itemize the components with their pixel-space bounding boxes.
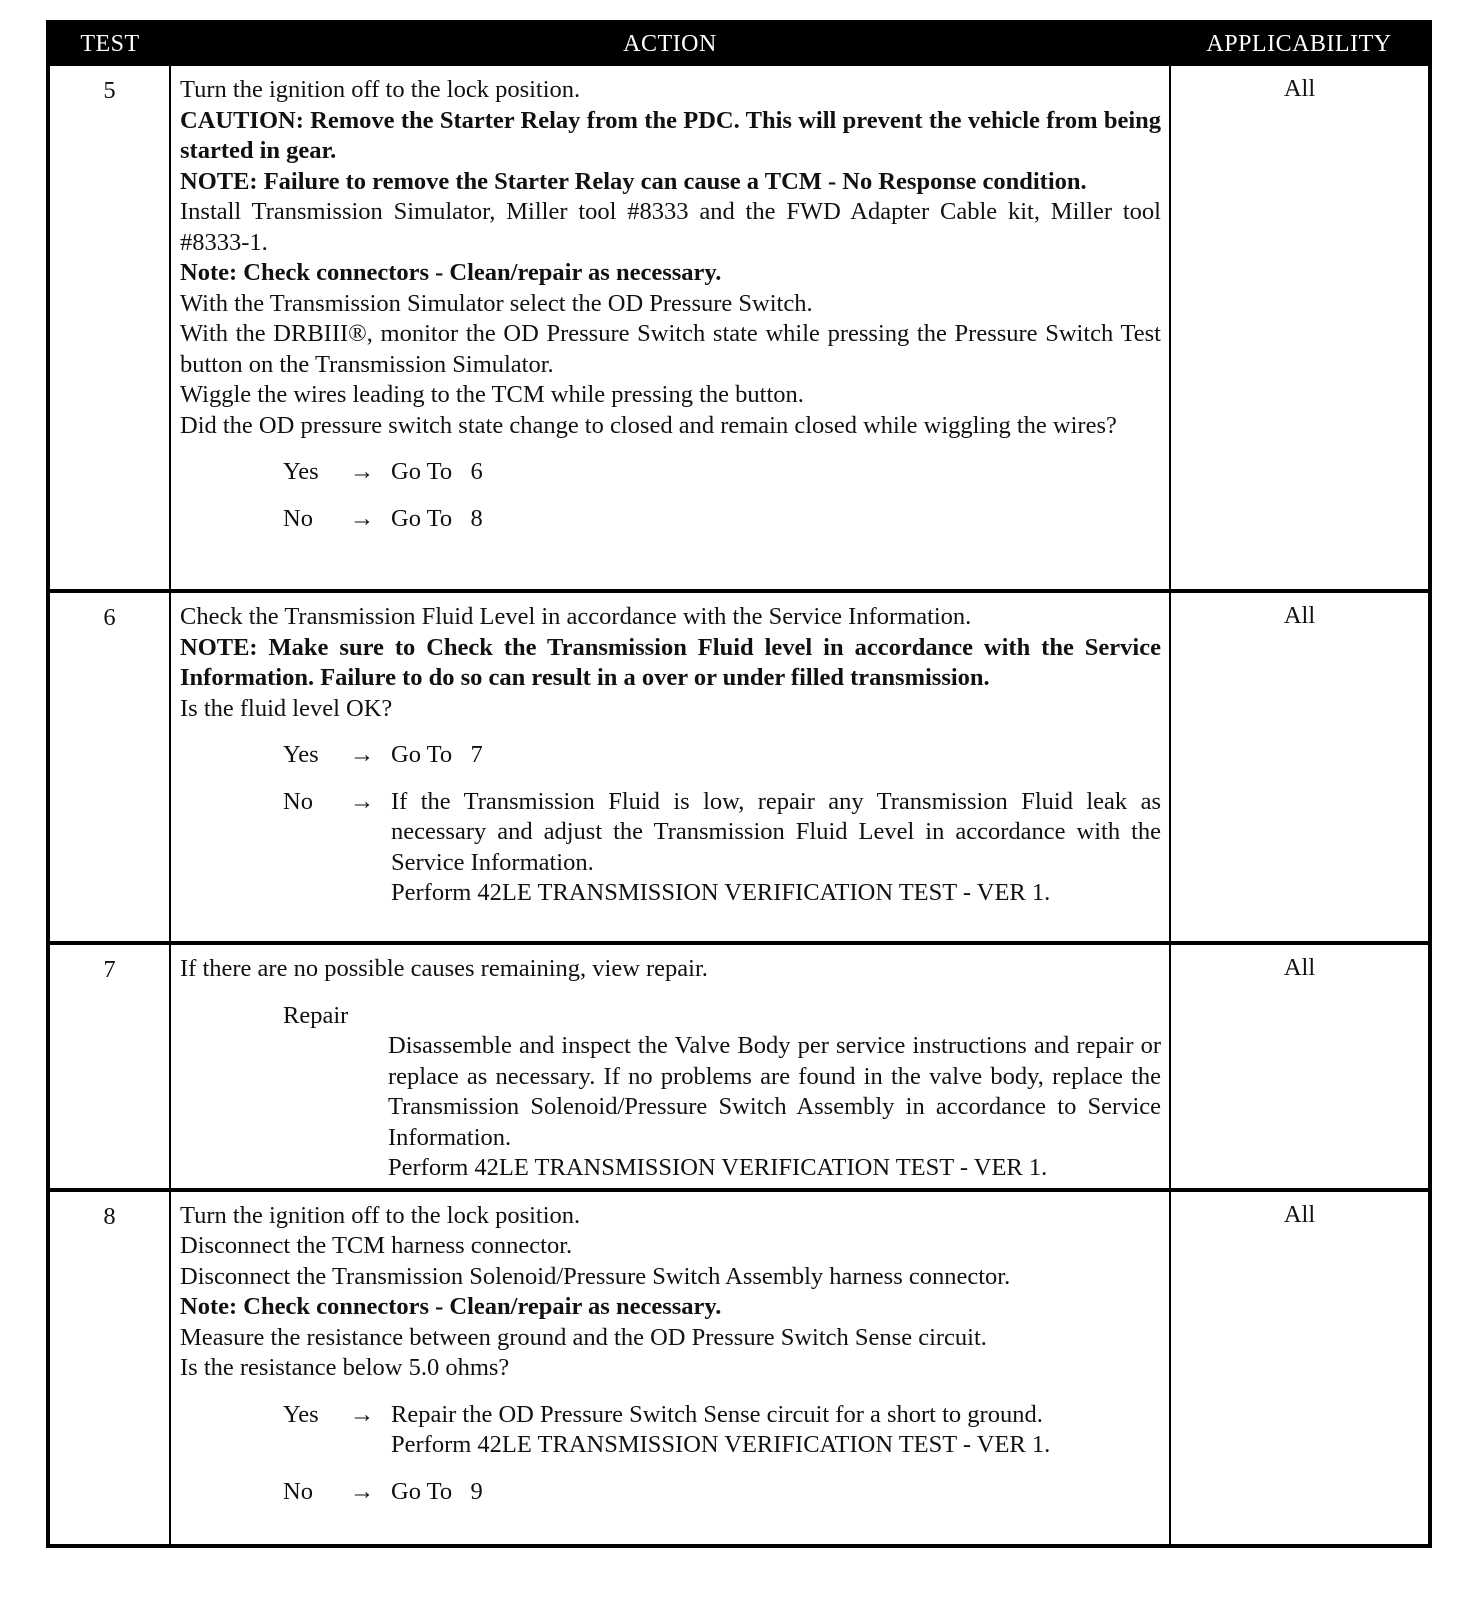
answer-result: Go To 7 — [391, 741, 483, 768]
answer-option-yes — [180, 1400, 1161, 1461]
applicability-value: All — [1170, 1190, 1430, 1546]
applicability-value: All — [1170, 591, 1430, 943]
action-line: Install Transmission Simulator, Miller tool #8333 and the FWD Adapter Cable kit, Miller tool #8333-1. — [180, 198, 1161, 256]
applicability-value: All — [1170, 65, 1430, 591]
answer-result-block — [391, 1400, 1161, 1461]
answer-label: Yes — [283, 458, 319, 485]
test-number: 8 — [48, 1190, 170, 1546]
arrow-icon: → — [349, 458, 375, 485]
arrow-icon: → — [349, 741, 375, 768]
action-cell — [170, 943, 1170, 1190]
answer-option-yes — [180, 740, 1161, 771]
action-line: With the Transmission Simulator select the OD Pressure Switch. — [180, 289, 813, 317]
note-line: NOTE: Make sure to Check the Transmission Fluid level in accordance with the Service Information. Failure to do so can result in a over or under filled transmission. — [180, 633, 1161, 691]
table-row — [48, 65, 1430, 591]
answer-result: If the Transmission Fluid is low, repair any Transmission Fluid leak as necessary and adjust the Transmission Fluid Level in accordance with the Service Information. — [391, 787, 1161, 876]
note-line: Note: Check connectors - Clean/repair as necessary. — [180, 1293, 722, 1320]
answer-option-no — [180, 787, 1161, 909]
answer-option-no — [180, 1477, 1161, 1508]
answer-result: Go To 8 — [391, 504, 483, 532]
answer-label: No — [283, 787, 313, 815]
header-applicability: APPLICABILITY — [1170, 22, 1430, 65]
table-row — [48, 1190, 1430, 1546]
action-line: Wiggle the wires leading to the TCM while pressing the button. — [180, 381, 804, 408]
question-line: Is the resistance below 5.0 ohms? — [180, 1354, 510, 1381]
answer-option-no — [180, 504, 1161, 535]
arrow-icon: → — [349, 1477, 375, 1505]
header-test: TEST — [48, 22, 170, 65]
test-number: 7 — [48, 943, 170, 1190]
test-number: 5 — [48, 65, 170, 591]
perform-verification-line: Perform 42LE TRANSMISSION VERIFICATION TEST - VER 1. — [388, 1154, 1048, 1181]
action-line: Disconnect the Transmission Solenoid/Pressure Switch Assembly harness connector. — [180, 1262, 1011, 1290]
answer-result: Go To 9 — [391, 1477, 483, 1505]
action-cell — [170, 65, 1170, 591]
note-line: Note: Check connectors - Clean/repair as necessary. — [180, 259, 722, 286]
perform-verification-line: Perform 42LE TRANSMISSION VERIFICATION TEST - VER 1. — [391, 1431, 1051, 1458]
action-line: With the DRBIII®, monitor the OD Pressure Switch state while pressing the Pressure Switch Test button on the Transmission Simulator. — [180, 320, 1161, 378]
question-line: Did the OD pressure switch state change to closed and remain closed while wiggling the wires? — [180, 411, 1117, 439]
answer-option-yes — [180, 457, 1161, 488]
repair-label: Repair — [283, 1001, 349, 1029]
action-line: Turn the ignition off to the lock position. — [180, 1201, 581, 1229]
repair-instructions: Disassemble and inspect the Valve Body per service instructions and repair or replace as necessary. If no problems are found in the valve body, replace the Transmission Solenoid/Pressure Switch Assembly in accordance to Service Information. — [388, 1032, 1161, 1151]
arrow-icon: → — [349, 1400, 375, 1428]
arrow-icon: → — [349, 787, 375, 815]
answer-label: Yes — [283, 741, 319, 768]
answer-label: No — [283, 1477, 313, 1505]
answer-label: No — [283, 504, 313, 532]
perform-verification-line: Perform 42LE TRANSMISSION VERIFICATION TEST - VER 1. — [391, 879, 1051, 906]
test-number: 6 — [48, 591, 170, 943]
note-line: NOTE: Failure to remove the Starter Relay can cause a TCM - No Response condition. — [180, 167, 1087, 195]
table-row — [48, 943, 1430, 1190]
question-line: Is the fluid level OK? — [180, 694, 393, 722]
action-line: Measure the resistance between ground and the OD Pressure Switch Sense circuit. — [180, 1323, 987, 1351]
answer-result-block — [391, 787, 1161, 909]
table-row — [48, 591, 1430, 943]
answer-label: Yes — [283, 1400, 319, 1428]
applicability-value: All — [1170, 943, 1430, 1190]
action-line: If there are no possible causes remaining, view repair. — [180, 955, 708, 982]
arrow-icon: → — [349, 504, 375, 532]
action-cell — [170, 1190, 1170, 1546]
table-header-row — [48, 22, 1430, 65]
answer-result: Repair the OD Pressure Switch Sense circuit for a short to ground. — [391, 1400, 1043, 1428]
action-cell — [170, 591, 1170, 943]
diagnostic-table — [46, 20, 1432, 1548]
caution-line: CAUTION: Remove the Starter Relay from the PDC. This will prevent the vehicle from being started in gear. — [180, 106, 1161, 164]
header-action: ACTION — [170, 22, 1170, 65]
answer-result: Go To 6 — [391, 458, 483, 485]
action-line: Disconnect the TCM harness connector. — [180, 1232, 573, 1259]
diagnostic-test-sheet — [46, 20, 1428, 1548]
action-line: Check the Transmission Fluid Level in accordance with the Service Information. — [180, 603, 972, 630]
action-line: Turn the ignition off to the lock position. — [180, 76, 581, 103]
